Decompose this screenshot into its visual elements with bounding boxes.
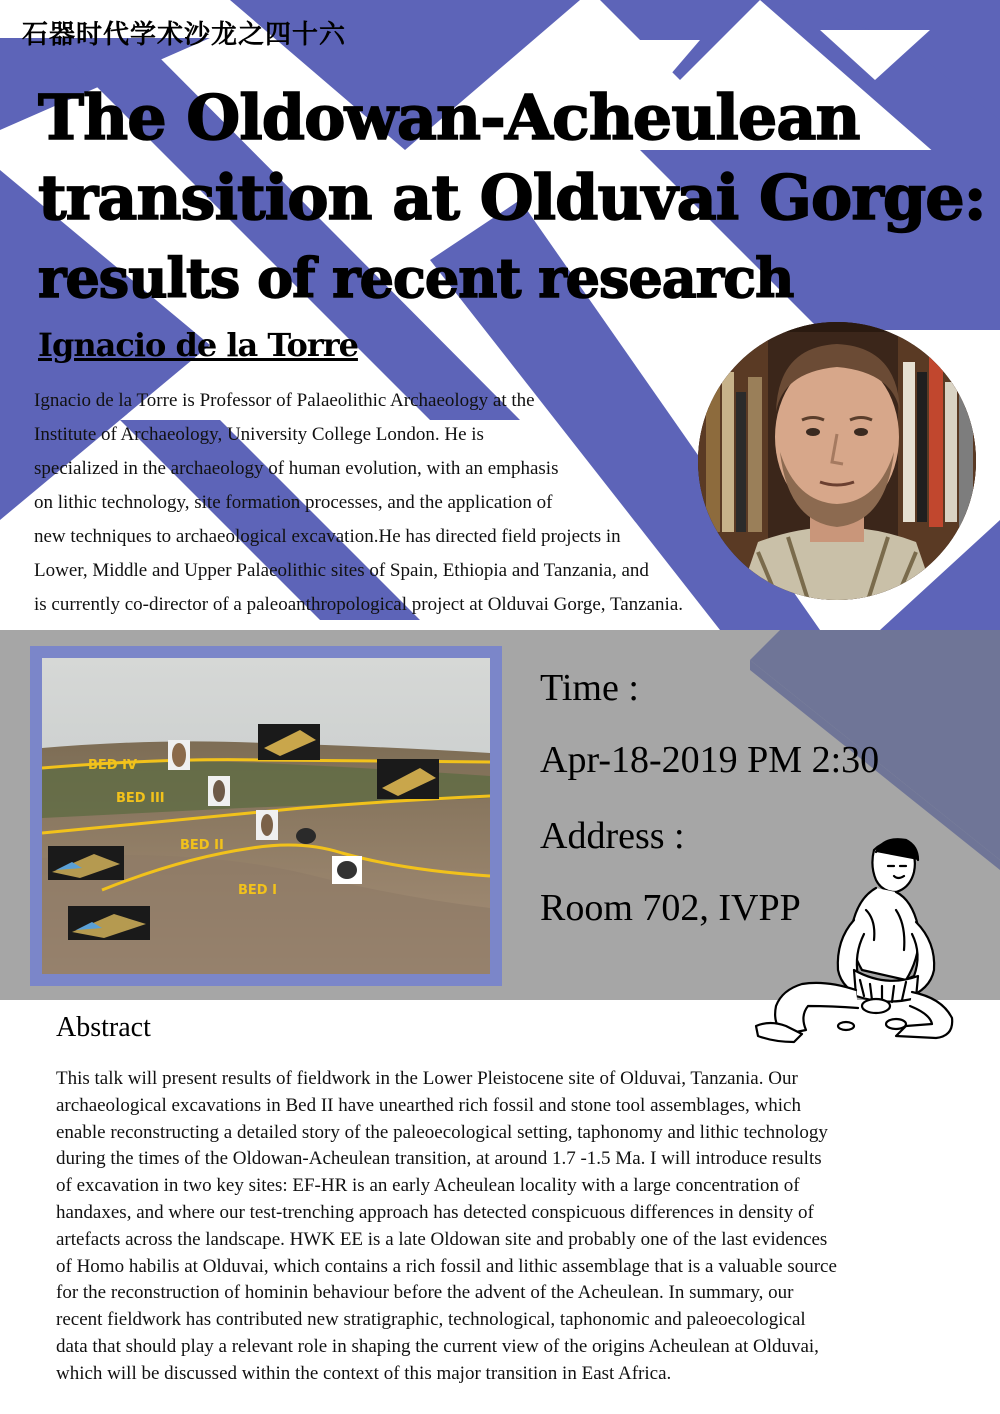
abstract-line: for the reconstruction of hominin behaviour before the advent of the Acheulean. In summary, our	[56, 1282, 794, 1304]
olduvai-stratigraphy-photo	[30, 646, 502, 986]
bed-label: BED III	[116, 791, 165, 806]
time-value: Apr-18-2019 PM 2:30	[540, 739, 880, 781]
abstract-line: of excavation in two key sites: EF-HR is an early Acheulean locality with a large concentration of	[56, 1175, 800, 1197]
abstract-line: which will be discussed within the context of this major transition in East Africa.	[56, 1362, 672, 1384]
speaker-portrait	[698, 322, 976, 600]
abstract-line: enable reconstructing a detailed story of the paleoecological setting, taphonomy and lithic technology	[56, 1121, 828, 1143]
abstract-line: This talk will present results of fieldwork in the Lower Pleistocene site of Olduvai, Tanzania. Our	[56, 1068, 798, 1089]
address-value: Room 702, IVPP	[540, 887, 801, 929]
bio-line: Lower, Middle and Upper Palaeolithic sites of Spain, Ethiopia and Tanzania, and	[34, 560, 649, 581]
lecture-series-title: 石器时代学术沙龙之四十六	[22, 20, 347, 50]
bio-line: Ignacio de la Torre is Professor of Palaeolithic Archaeology at the	[34, 390, 535, 411]
bio-line: on lithic technology, site formation processes, and the application of	[34, 492, 553, 513]
talk-title-line-2: transition at Olduvai Gorge:	[38, 161, 986, 234]
bio-line: new techniques to archaeological excavation.He has directed field projects in	[34, 526, 621, 547]
address-label: Address :	[540, 815, 685, 857]
abstract-line: artefacts across the landscape. HWK EE is a late Oldowan site and probably one of the last evidences	[56, 1228, 828, 1250]
abstract-line: archaeological excavations in Bed II have unearthed rich fossil and stone tool assemblages, which	[56, 1094, 801, 1116]
abstract-body	[56, 1066, 966, 1388]
bio-line: specialized in the archaeology of human evolution, with an emphasis	[34, 458, 559, 479]
talk-title-line-1: The Oldowan-Acheulean	[38, 81, 860, 154]
bio-line: is currently co-director of a paleoanthropological project at Olduvai Gorge, Tanzania.	[34, 594, 683, 615]
abstract-line: during the times of the Oldowan-Acheulean transition, at around 1.7 -1.5 Ma. I will introduce results	[56, 1148, 822, 1170]
bio-line: Institute of Archaeology, University College London. He is	[34, 424, 484, 445]
bed-label: BED IV	[88, 758, 138, 773]
speaker-name: Ignacio de la Torre	[38, 326, 358, 364]
abstract-line: recent fieldwork has contributed new stratigraphic, technological, taphonomic and paleoecological	[56, 1309, 806, 1331]
bed-label: BED II	[180, 838, 224, 853]
bed-label: BED I	[238, 883, 277, 898]
talk-title	[38, 78, 988, 318]
abstract-line: data that should play a relevant role in shaping the current view of the origins Acheulean at Olduvai,	[56, 1335, 819, 1357]
abstract-line: handaxes, and where our test-trenching approach has detected conspicuous differences in density of	[56, 1201, 814, 1223]
stone-knapper-illustration	[746, 830, 966, 1050]
abstract-heading: Abstract	[56, 1012, 151, 1043]
talk-title-line-3: results of recent research	[38, 246, 794, 310]
speaker-bio	[34, 384, 774, 622]
time-label: Time :	[540, 667, 639, 709]
abstract-line: of Homo habilis at Olduvai, which contains a rich fossil and lithic assemblage that is a valuable source	[56, 1255, 837, 1277]
